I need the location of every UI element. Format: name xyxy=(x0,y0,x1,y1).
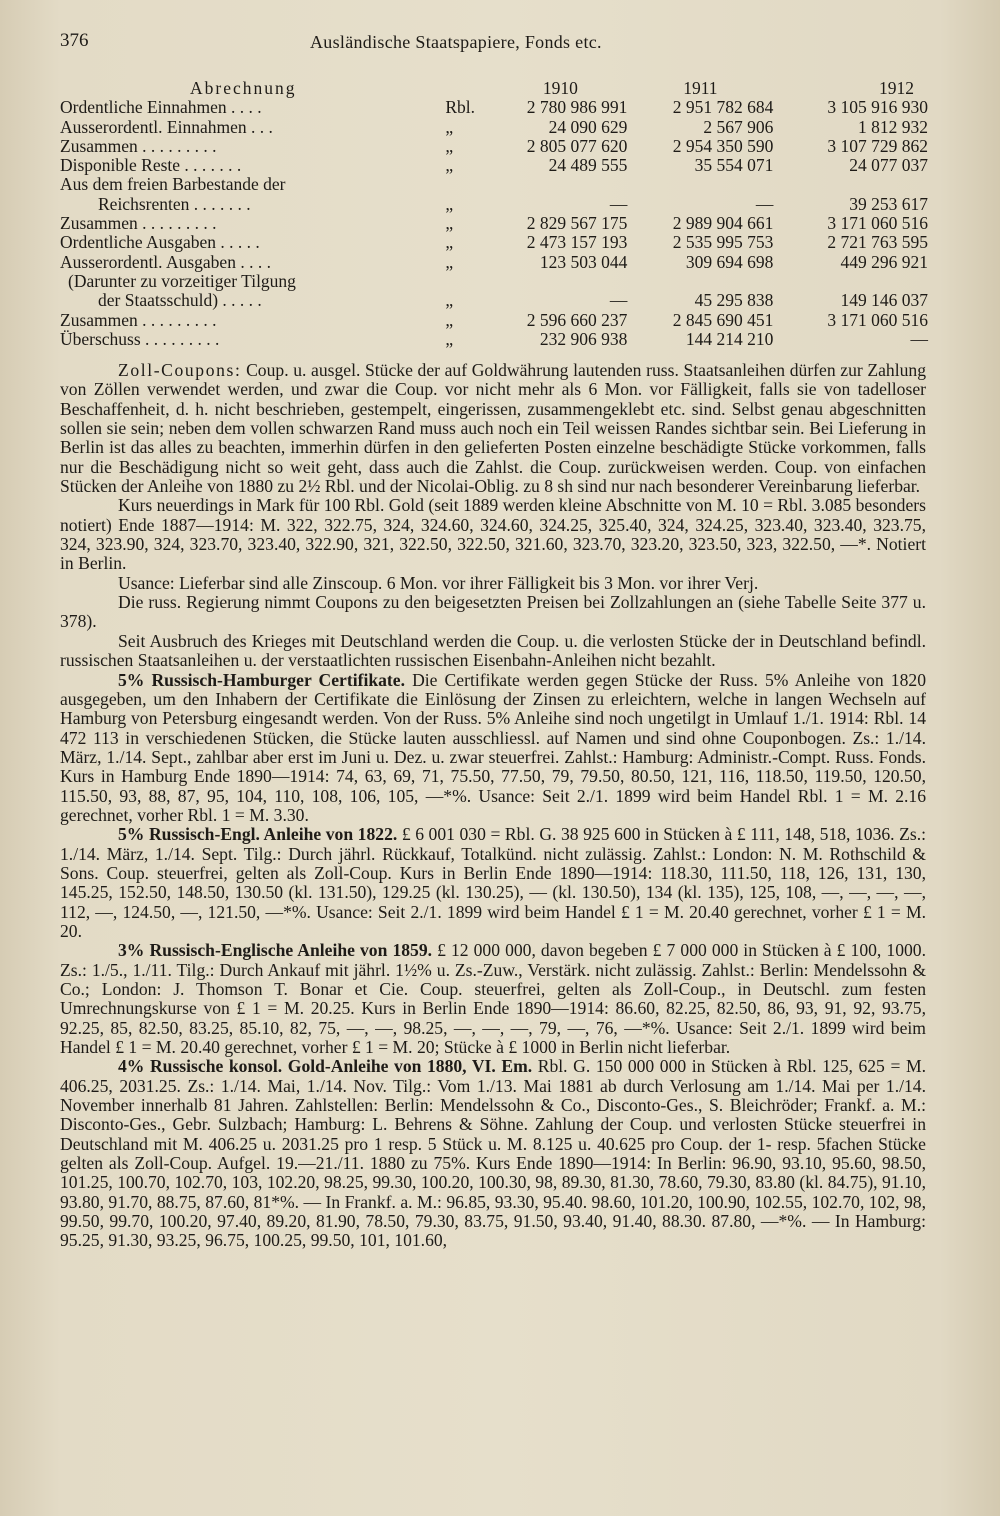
value-1912: 3 171 060 516 xyxy=(827,213,928,234)
paragraph-heading: 5% Russisch-Engl. Anleihe von 1822. xyxy=(118,824,398,845)
table-row xyxy=(60,175,928,194)
table-row xyxy=(60,137,928,156)
paragraph-text: Kurs neuerdings in Mark für 100 Rbl. Gold (seit 1889 werden kleine Abschnitte von M. 10 = Rbl. 3.085 besonders notiert) Ende 1887—1914: M. 322, 322.75, 324, 324.60, 324.60, 324.25, 325.40, 324, 324.25, 323.40, 323.40, 323.75, 324, 323.90, 324, 323.70, 323.40, 322.90, 321, 322.50, 322.50, 321.60, 323.70, 323.20, 323.50, 323, 322.50, —*. Notiert in Berlin. xyxy=(60,495,926,574)
value-1911: 2 951 782 684 xyxy=(672,97,774,118)
value-1910: 2 829 567 175 xyxy=(526,213,628,234)
paragraph-text: Coup. u. ausgel. Stücke der auf Goldwährung lautenden russ. Staatsanleihen dürfen zur Zahlung von Zöllen verwendet werden, und zwar die Coup. vor nicht mehr als 6 Mon. vor Fälligkeit, falls sie von tadelloser Beschaffenheit, d. h. nicht beschrieben, gestempelt, eingerissen, zusammengeklebt etc. sind. Selbst genau abgeschnitten sollen sie sein; neben dem vollen schwarzen Rand muss auch noch ein Teil weissen Randes sichtbar sein. Bei Lieferung in Berlin ist das alles zu beachten, immerhin dürfen in den gelieferten Posten einzelne beschädigte Stücke vorkommen, falls nur die Beschädigung nicht so weit geht, dass auch die Zahlst. die Coup. zurückweisen werden. Coup. von einfachen Stücken der Anleihe von 1880 zu 2½ Rbl. und der Nicolai-Oblig. zu 8 sh sind nur nach besonderer Vereinbarung lieferbar. xyxy=(60,360,926,497)
running-title: Ausländische Staatspapiere, Fonds etc. xyxy=(310,32,602,52)
paragraph-regierung xyxy=(60,593,926,632)
row-label: (Darunter zu vorzeitiger Tilgung xyxy=(68,270,296,291)
row-label: Ausserordentl. Ausgaben . . . . xyxy=(60,251,271,272)
row-label: Zusammen . . . . . . . . . xyxy=(60,213,217,234)
paragraph-text: Die Certifikate werden gegen Stücke der Russ. 5% Anleihe von 1820 ausgegeben, um den Inhabern der Certifikate die Einlösung der Zinsen zu erleichtern, welche in langen Wechseln auf Hamburg von Petersburg eingesandt werden. Von der Russ. 5% Anleihe sind noch ungetilgt in Umlauf 1./1. 1914: Rbl. 14 472 113 in verschiedenen Stücken, die Stücke lauten ausschliessl. auf Namen und sind ohne Couponbogen. Zs.: 1./14. März, 1./14. Sept., zahlbar aber erst im Juni u. Dez. u. zwar steuerfrei. Zahlst.: Hamburg: Administr.-Compt. Russ. Fonds. Kurs in Hamburg Ende 1890—1914: 74, 63, 69, 71, 75.50, 77.50, 79, 79.50, 80.50, 121, 116, 118.50, 119.50, 120.50, 115.50, 93, 88, 87, 95, 104, 110, 108, 106, 105, —*%. Usance: Seit 2./1. 1899 wird beim Handel Rbl. 1 = M. 2.16 gerechnet, vorher Rbl. 1 = M. 3.30. xyxy=(60,669,926,825)
paragraph-text: Usance: Lieferbar sind alle Zinscoup. 6 Mon. vor ihrer Fälligkeit bis 3 Mon. vor ihrer Verj. xyxy=(118,572,759,593)
paragraph-engl-anleihe-1859 xyxy=(60,941,926,1057)
value-1910: — xyxy=(609,290,628,311)
row-unit: „ xyxy=(445,116,454,137)
row-unit: „ xyxy=(445,213,454,234)
value-1910: — xyxy=(609,193,628,214)
table-row xyxy=(60,214,928,233)
value-1910: 2 805 077 620 xyxy=(526,135,628,156)
row-label: der Staatsschuld) . . . . . xyxy=(98,290,262,311)
accounts-header-row xyxy=(60,79,928,98)
paragraph-text: £ 6 001 030 = Rbl. G. 38 925 600 in Stücken à £ 111, 148, 518, 1036. Zs.: 1./14. März, 1./14. Sept. Tilg.: Durch jährl. Rückkauf, Totalkünd. nicht zulässig. Zahlst.: London: N. M. Rothschild & Sons. Coup. steuerfrei, gelten als Zoll-Coup. Kurs in Berlin Ende 1890—1914: 118.30, 111.50, 118, 126, 131, 130, 145.25, 152.50, 148.50, 130.50 (kl. 131.50), 129.25 (kl. 130.25), — (kl. 130.50), 134 (kl. 135), 125, 108, —, —, —, —, 112, —, 124.50, —, 121.50, —*%. Usance: Seit 2./1. 1899 wird beim Handel £ 1 = M. 20.40 gerechnet, vorher £ 1 = M. 20. xyxy=(60,824,927,941)
table-row xyxy=(60,272,928,291)
paragraph-text: Rbl. G. 150 000 000 in Stücken à Rbl. 125, 625 = M. 406.25, 2031.25. Zs.: 1./14. Mai, 1./14. Nov. Tilg.: Vom 1./13. Mai 1881 ab durch Verlosung am 1./14. Mai per 1./14. November innerhalb 81 Jahren. Zahlstellen: Berlin: Mendelssohn & Co., Disconto-Ges., S. Bleichröder; Frankf. a. M.: Disconto-Ges., Gebr. Sulzbach; Hamburg: L. Behrens & Söhne. Zahlung der Coup. und verlosten Stücke steuerfrei in Deutschland mit M. 406.25 u. 2031.25 pro 1 resp. 5 Stück u. M. 8.125 u. 40.625 pro Coup. der 1- resp. 5fachen Stücke gelten als Zoll-Coup. Aufgel. 19.—21./11. 1880 zu 75%. Kurs Ende 1890—1914: In Berlin: 96.90, 93.10, 95.60, 98.50, 101.25, 100.70, 102.70, 103, 102.20, 98.25, 99.30, 100.20, 100.30, 98, 89.30, 81.30, 78.60, 79.30, 83.80 (kl. 84.75), 91.10, 93.80, 91.70, 88.75, 87.60, 81*%. — In Frankf. a. M.: 96.85, 93.30, 95.40. 98.60, 101.20, 100.90, 102.55, 102.70, 102, 98, 99.50, 99.70, 100.20, 97.40, 89.20, 81.90, 78.50, 79.30, 83.75, 91.50, 93.40, 91.40, 88.30. 87.80, —*%. — In Hamburg: 95.25, 91.30, 93.25, 96.75, 100.25, 99.50, 101, 101.60, xyxy=(60,1056,926,1251)
value-1910: 24 489 555 xyxy=(548,155,628,176)
value-1910 xyxy=(493,272,627,291)
paragraph-text: £ 12 000 000, davon begeben £ 7 000 000 in Stücken à £ 100, 1000. Zs.: 1./5., 1./11. Tilg.: Durch Ankauf mit jährl. 1½% u. Zs.-Zuw., Verstärk. nicht zulässig. Zahlst.: Berlin: Mendelssohn & Co.; London: J. Thomson T. Bonar et Cie. Coup. steuerfrei, gelten als Zoll-Coup., in Deutschl. zum festen Umrechnungskurse von £ 1 = M. 20.25. Kurs in Berlin Ende 1890—1914: 86.60, 82.25, 82.50, 86, 93, 91, 92, 93.75, 92.25, 85, 82.50, 83.25, 85.10, 82, 75, —, —, 98.25, —, —, —, 79, —, 76, —*%. Usance: Seit 2./1. 1899 wird beim Handel £ 1 = M. 20.40 gerechnet, vorher £ 1 = M. 20; Stücke à £ 1000 in Berlin nicht lieferbar. xyxy=(60,940,926,1058)
page-number: 376 xyxy=(60,30,89,51)
value-1910: 232 906 938 xyxy=(539,328,628,349)
table-row xyxy=(60,311,928,330)
paragraph-heading: 3% Russisch-Englische Anleihe von 1859. xyxy=(118,940,433,961)
table-row xyxy=(60,233,928,252)
value-1911 xyxy=(627,175,773,194)
year-1910: 1910 xyxy=(542,78,578,98)
value-1912: 39 253 617 xyxy=(849,193,928,214)
value-1912: 1 812 932 xyxy=(858,116,928,137)
paragraph-kurs xyxy=(60,496,926,573)
table-row xyxy=(60,291,928,310)
table-row xyxy=(60,118,928,137)
body-text xyxy=(60,361,926,1251)
row-unit: „ xyxy=(445,232,454,253)
value-1912 xyxy=(773,272,928,291)
row-label: Zusammen . . . . . . . . . xyxy=(60,135,217,156)
value-1911: 2 845 690 451 xyxy=(672,309,774,330)
row-unit: „ xyxy=(445,328,454,349)
value-1912: 3 105 916 930 xyxy=(827,97,928,118)
row-unit: „ xyxy=(445,135,454,156)
row-label: Ordentliche Einnahmen . . . . xyxy=(60,97,262,118)
table-row xyxy=(60,156,928,175)
paragraph-heading: 5% Russisch-Hamburger Certifikate. xyxy=(118,669,405,690)
value-1910: 2 473 157 193 xyxy=(526,232,628,253)
value-1912: 149 146 037 xyxy=(840,290,928,311)
row-unit: Rbl. xyxy=(445,97,476,118)
row-label: Reichsrenten . . . . . . . xyxy=(98,193,251,214)
paragraph-text: Die russ. Regierung nimmt Coupons zu den beigesetzten Preisen bei Zollzahlungen an (siehe Tabelle Seite 377 u. 378). xyxy=(60,592,926,632)
year-1912: 1912 xyxy=(879,78,914,98)
row-unit: „ xyxy=(445,193,454,214)
value-1910: 2 780 986 991 xyxy=(526,97,628,118)
row-label: Überschuss . . . . . . . . . xyxy=(60,328,220,349)
row-unit: „ xyxy=(445,251,454,272)
year-1911: 1911 xyxy=(683,78,718,98)
value-1912: 449 296 921 xyxy=(840,251,928,272)
row-unit xyxy=(437,175,493,194)
value-1910: 2 596 660 237 xyxy=(526,309,628,330)
value-1911: 35 554 071 xyxy=(694,155,774,176)
paragraph-text: Seit Ausbruch des Krieges mit Deutschland werden die Coup. u. die verlosten Stücke der in Deutschland befindl. russischen Staatsanleihen u. der verstaatlichten russischen Eisenbahn-Anleihen nicht bezahlt. xyxy=(60,630,926,671)
value-1911: 2 954 350 590 xyxy=(672,135,774,156)
value-1911: 2 567 906 xyxy=(703,116,774,137)
paragraph-heading: 4% Russische konsol. Gold-Anleihe von 1880, VI. Em. xyxy=(118,1056,533,1077)
value-1911: 2 989 904 661 xyxy=(672,213,774,234)
accounts-heading: Abrechnung xyxy=(190,78,297,98)
paragraph-engl-anleihe-1822 xyxy=(60,825,926,941)
row-label: Ausserordentl. Einnahmen . . . xyxy=(60,116,273,137)
row-unit: „ xyxy=(445,155,454,176)
page-header xyxy=(60,30,930,56)
paragraph-krieg xyxy=(60,632,926,671)
value-1912: — xyxy=(910,328,928,349)
value-1911: 309 694 698 xyxy=(685,251,774,272)
row-unit: „ xyxy=(445,309,454,330)
value-1910 xyxy=(493,175,627,194)
value-1910: 123 503 044 xyxy=(539,251,628,272)
value-1910: 24 090 629 xyxy=(548,116,628,137)
table-row xyxy=(60,253,928,272)
value-1912 xyxy=(773,175,928,194)
row-unit xyxy=(437,272,493,291)
value-1912: 3 107 729 862 xyxy=(827,135,928,156)
table-row xyxy=(60,195,928,214)
row-label: Disponible Reste . . . . . . . xyxy=(60,155,242,176)
paragraph-zoll-coupons xyxy=(60,361,926,496)
row-label: Aus dem freien Barbestande der xyxy=(60,174,286,195)
paragraph-heading: Zoll-Coupons: xyxy=(118,360,242,380)
value-1912: 2 721 763 595 xyxy=(827,232,928,253)
accounts-table xyxy=(60,79,928,349)
table-row xyxy=(60,330,928,349)
table-row xyxy=(60,98,928,117)
value-1912: 24 077 037 xyxy=(849,155,928,176)
paragraph-hamburger-certifikate xyxy=(60,671,926,826)
paragraph-usance xyxy=(60,574,926,593)
value-1911: 45 295 838 xyxy=(694,290,774,311)
value-1911 xyxy=(627,272,773,291)
value-1911: 144 214 210 xyxy=(685,328,774,349)
row-label: Ordentliche Ausgaben . . . . . xyxy=(60,232,260,253)
paragraph-gold-anleihe-1880 xyxy=(60,1057,926,1250)
value-1911: — xyxy=(755,193,774,214)
value-1912: 3 171 060 516 xyxy=(827,309,928,330)
value-1911: 2 535 995 753 xyxy=(672,232,774,253)
row-label: Zusammen . . . . . . . . . xyxy=(60,309,217,330)
row-unit: „ xyxy=(445,290,454,311)
